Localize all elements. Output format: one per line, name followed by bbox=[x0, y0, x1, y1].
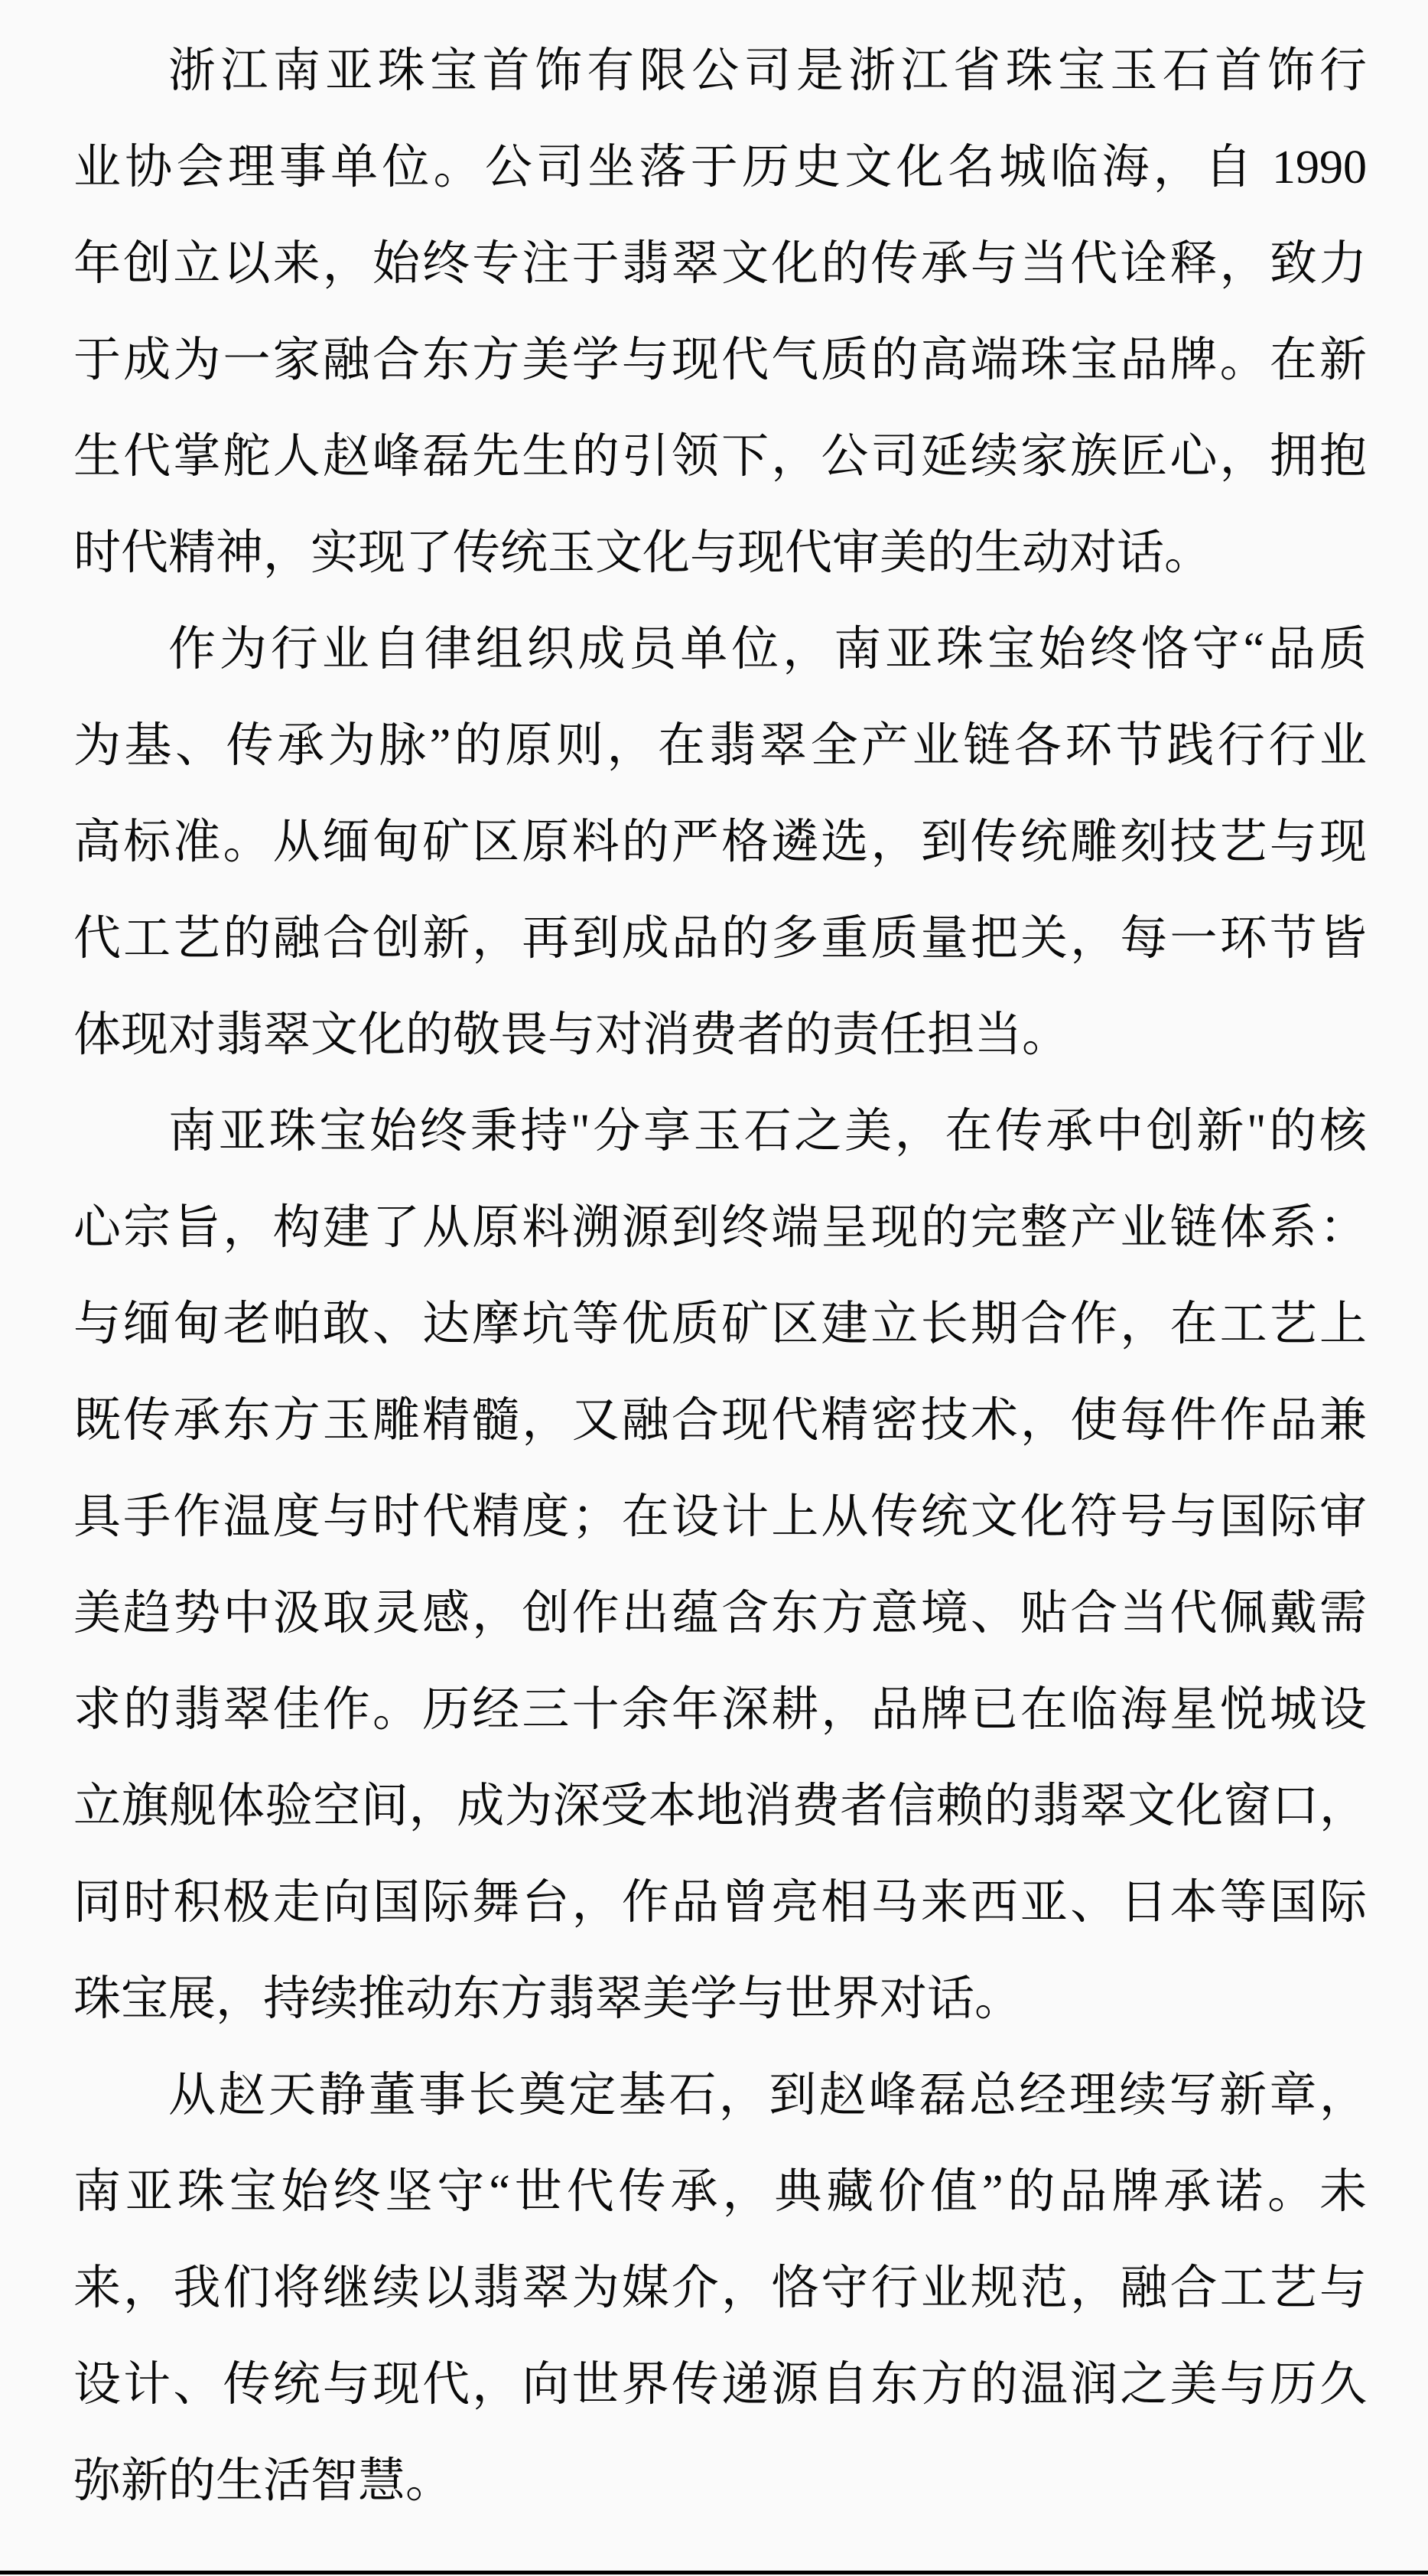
text-line: 具手作温度与时代精度；在设计上从传统文化符号与国际审 bbox=[73, 1491, 1367, 1543]
text-line: 与缅甸老帕敢、达摩坑等优质矿区建立长期合作，在工艺上 bbox=[73, 1298, 1367, 1350]
text-line: 同时积极走向国际舞台，作品曾亮相马来西亚、日本等国际 bbox=[73, 1877, 1367, 1929]
text-line: 南亚珠宝始终秉持"分享玉石之美，在传承中创新"的核 bbox=[168, 1106, 1367, 1158]
text-line: 作为行业自律组织成员单位，南亚珠宝始终恪守“品质 bbox=[168, 624, 1367, 676]
paragraph-4 bbox=[73, 2047, 1367, 2529]
text-line: 弥新的生活智慧。 bbox=[73, 2455, 454, 2507]
paragraph-2 bbox=[73, 601, 1367, 1083]
paragraph-3 bbox=[73, 1083, 1367, 2047]
text-line: 于成为一家融合东方美学与现代气质的高端珠宝品牌。在新 bbox=[73, 334, 1367, 386]
page-bottom-rule bbox=[0, 2571, 1428, 2574]
text-line: 时代精神，实现了传统玉文化与现代审美的生动对话。 bbox=[73, 527, 1212, 579]
text-line: 业协会理事单位。公司坐落于历史文化名城临海，自 1990 bbox=[73, 142, 1367, 194]
text-line: 珠宝展，持续推动东方翡翠美学与世界对话。 bbox=[73, 1973, 1023, 2025]
paragraph-1 bbox=[73, 23, 1367, 601]
text-line: 南亚珠宝始终坚守“世代传承，典藏价值”的品牌承诺。未 bbox=[73, 2166, 1367, 2218]
text-line: 生代掌舵人赵峰磊先生的引领下，公司延续家族匠心，拥抱 bbox=[73, 431, 1367, 483]
text-line: 立旗舰体验空间，成为深受本地消费者信赖的翡翠文化窗口， bbox=[73, 1780, 1367, 1832]
text-line: 为基、传承为脉”的原则，在翡翠全产业链各环节践行行业 bbox=[73, 720, 1367, 772]
text-line: 代工艺的融合创新，再到成品的多重质量把关，每一环节皆 bbox=[73, 913, 1367, 965]
text-line: 体现对翡翠文化的敬畏与对消费者的责任担当。 bbox=[73, 1009, 1070, 1061]
text-line: 高标准。从缅甸矿区原料的严格遴选，到传统雕刻技艺与现 bbox=[73, 816, 1367, 868]
text-line: 设计、传统与现代，向世界传递源自东方的温润之美与历久 bbox=[73, 2359, 1367, 2411]
text-line: 从赵天静董事长奠定基石，到赵峰磊总经理续写新章， bbox=[168, 2070, 1367, 2122]
text-line: 心宗旨，构建了从原料溯源到终端呈现的完整产业链体系： bbox=[73, 1202, 1367, 1254]
text-line: 年创立以来，始终专注于翡翠文化的传承与当代诠释，致力 bbox=[73, 238, 1367, 290]
text-line: 来，我们将继续以翡翠为媒介，恪守行业规范，融合工艺与 bbox=[73, 2262, 1367, 2314]
text-line: 美趋势中汲取灵感，创作出蕴含东方意境、贴合当代佩戴需 bbox=[73, 1588, 1367, 1640]
text-line: 既传承东方玉雕精髓，又融合现代精密技术，使每件作品兼 bbox=[73, 1395, 1367, 1447]
text-line: 求的翡翠佳作。历经三十余年深耕，品牌已在临海星悦城设 bbox=[73, 1684, 1367, 1736]
text-line: 浙江南亚珠宝首饰有限公司是浙江省珠宝玉石首饰行 bbox=[168, 45, 1367, 97]
